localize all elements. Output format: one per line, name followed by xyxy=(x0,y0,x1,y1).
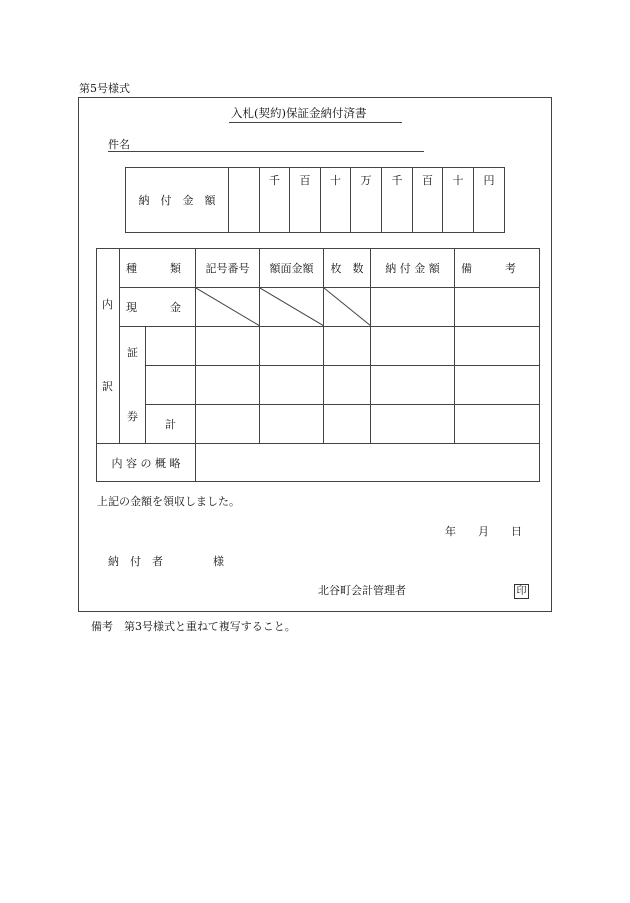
table-cell xyxy=(371,327,455,366)
header-amount: 納 付 金 額 xyxy=(371,249,455,288)
digit-cell: 百 xyxy=(413,168,443,233)
header-number: 記号番号 xyxy=(196,249,260,288)
table-cell xyxy=(371,405,455,444)
form-number: 第5号様式 xyxy=(79,82,130,95)
digit-cell: 十 xyxy=(443,168,474,233)
table-cell xyxy=(196,405,260,444)
digit-cell: 円 xyxy=(474,168,505,233)
breakdown-table xyxy=(96,248,540,482)
side-label-uchi: 内 xyxy=(102,298,113,311)
diagonal-slash xyxy=(324,288,371,326)
table-cell xyxy=(260,405,324,444)
cash-number-cell xyxy=(196,288,260,327)
note-text: 備考 第3号様式と重ねて複写すること。 xyxy=(91,620,296,633)
securities-total-label: 計 xyxy=(146,405,196,444)
cash-face-value-cell xyxy=(260,288,324,327)
accounting-manager: 北谷町会計管理者 xyxy=(318,584,406,597)
cash-amount-cell xyxy=(371,288,455,327)
seal-mark: 印 xyxy=(514,584,529,599)
form-title: 入札(契約)保証金納付済書 xyxy=(231,106,367,120)
diagonal-slash xyxy=(196,288,260,326)
amount-blank-cell xyxy=(229,168,260,233)
header-remarks: 備 考 xyxy=(455,249,540,288)
digit-cell: 千 xyxy=(382,168,413,233)
table-cell xyxy=(196,366,260,405)
received-text: 上記の金額を領収しました。 xyxy=(97,495,240,508)
header-count: 枚 数 xyxy=(324,249,371,288)
securities-kind-cell xyxy=(146,366,196,405)
side-label-wake: 訳 xyxy=(102,380,113,393)
table-cell xyxy=(260,327,324,366)
subject-label: 件名 xyxy=(108,138,130,151)
title-underline xyxy=(229,122,402,123)
header-face-value: 額面金額 xyxy=(260,249,324,288)
securities-side-cell xyxy=(120,327,146,444)
summary-label: 内 容 の 概 略 xyxy=(97,444,196,482)
digit-cell: 千 xyxy=(260,168,290,233)
diagonal-slash xyxy=(260,288,324,326)
amount-label: 納 付 金 額 xyxy=(126,168,229,233)
table-cell xyxy=(324,366,371,405)
table-cell xyxy=(196,327,260,366)
date-label: 年 月 日 xyxy=(445,525,522,538)
table-cell xyxy=(260,366,324,405)
securities-label-1: 証 xyxy=(127,346,138,359)
payer-honorific: 様 xyxy=(213,555,224,568)
amount-table xyxy=(125,167,505,233)
table-cell xyxy=(455,405,540,444)
digit-cell: 百 xyxy=(290,168,321,233)
digit-cell: 万 xyxy=(351,168,382,233)
securities-kind-cell xyxy=(146,327,196,366)
breakdown-side-cell xyxy=(97,249,120,444)
cash-count-cell xyxy=(324,288,371,327)
header-kind: 種 類 xyxy=(120,249,196,288)
table-cell xyxy=(371,366,455,405)
summary-cell xyxy=(196,444,540,482)
securities-label-2: 券 xyxy=(127,410,138,423)
cash-remarks-cell xyxy=(455,288,540,327)
row-cash-label: 現 金 xyxy=(120,288,196,327)
subject-line xyxy=(108,151,424,152)
table-cell xyxy=(455,327,540,366)
table-cell xyxy=(324,405,371,444)
digit-cell: 十 xyxy=(321,168,351,233)
table-cell xyxy=(455,366,540,405)
payer-label: 納 付 者 xyxy=(108,555,163,568)
table-cell xyxy=(324,327,371,366)
